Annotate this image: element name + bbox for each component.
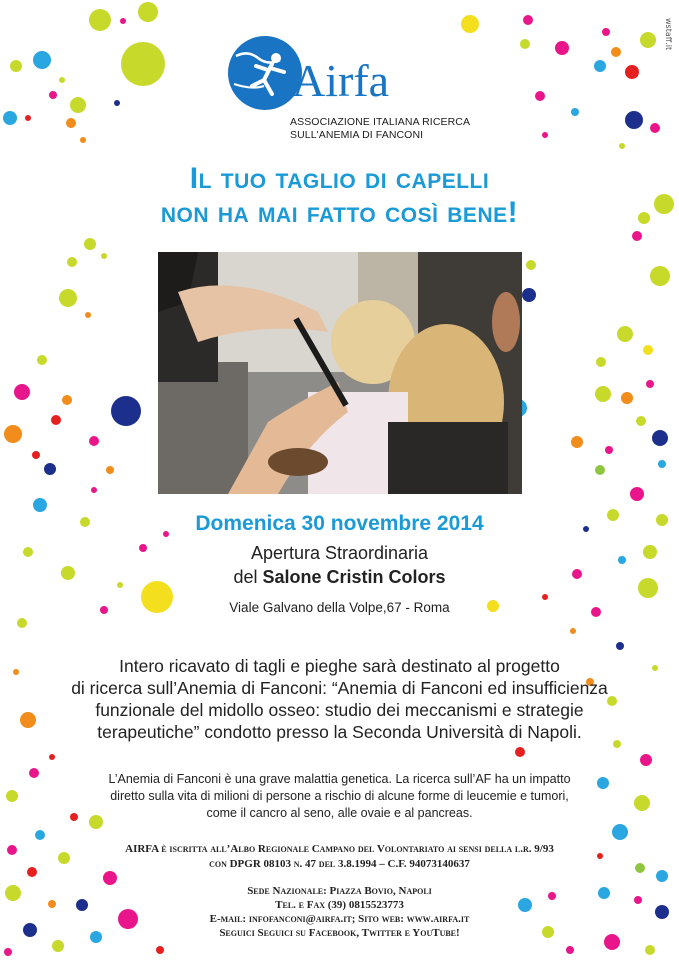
event-line1: Apertura Straordinaria: [250, 543, 429, 563]
runner-icon: [228, 36, 302, 110]
registration-line1: AIRFA è iscritta all’Albo Regionale Campano del Volontariato ai sensi della l.r. 9/93: [125, 843, 554, 855]
airfa-logo: [228, 36, 488, 146]
contact-email-web: E-mail: infofanconi@airfa.it; Sito web: www.airfa.it: [209, 913, 470, 925]
salon-photo: [158, 252, 522, 494]
logo-subtitle: [290, 116, 470, 142]
project-description-line: Intero ricavato di tagli e pieghe sarà destinato al progetto: [119, 656, 560, 676]
disease-note-line: diretto sulla vita di milioni di persone a rischio di alcune forme di leucemie e tumori,: [110, 789, 569, 803]
contact-social: Seguici Seguici su Facebook, Twitter e YouTube!: [219, 927, 460, 939]
salon-name: Salone Cristin Colors: [262, 567, 446, 587]
logo-subtitle-line2: SULL'ANEMIA DI FANCONI: [290, 129, 424, 141]
event-address: Viale Galvano della Volpe,67 - Roma: [229, 600, 450, 615]
side-tag: wstaff.it: [664, 18, 673, 51]
project-description: [60, 655, 619, 743]
event-date: Domenica 30 novembre 2014: [195, 512, 484, 535]
headline-line1: Il tuo taglio di capelli: [189, 162, 490, 195]
event-line2-prefix: del: [233, 567, 263, 587]
project-description-line: di ricerca sull’Anemia di Fanconi: “Anemia di Fanconi ed insufficienza: [71, 678, 608, 698]
headline-line2: non ha mai fatto così bene!: [160, 196, 519, 229]
disease-note-line: come il cancro al seno, alle ovaie e al pancreas.: [206, 806, 473, 820]
contact-phone: Tel. e Fax (39) 0815523773: [275, 899, 404, 911]
hairdresser-photo-image: [158, 252, 522, 494]
disease-note: [40, 771, 639, 822]
project-description-line: terapeutiche” condotto presso la Seconda Università di Napoli.: [97, 722, 582, 742]
logo-emblem: [228, 36, 302, 110]
event-line2: [0, 567, 679, 588]
disease-note-line: L’Anemia di Fanconi è una grave malattia genetica. La ricerca sull’AF ha un impatto: [108, 772, 571, 786]
logo-subtitle-line1: ASSOCIAZIONE ITALIANA RICERCA: [290, 116, 471, 128]
project-description-line: funzionale del midollo osseo: studio dei meccanismi e strategie: [95, 700, 584, 720]
logo-name: Airfa: [292, 55, 390, 106]
contact-address: Sede Nazionale: Piazza Bovio, Napoli: [247, 885, 432, 897]
registration-line2: con DPGR 08103 n. 47 del 3.8.1994 – C.F. 94073140637: [209, 858, 470, 870]
